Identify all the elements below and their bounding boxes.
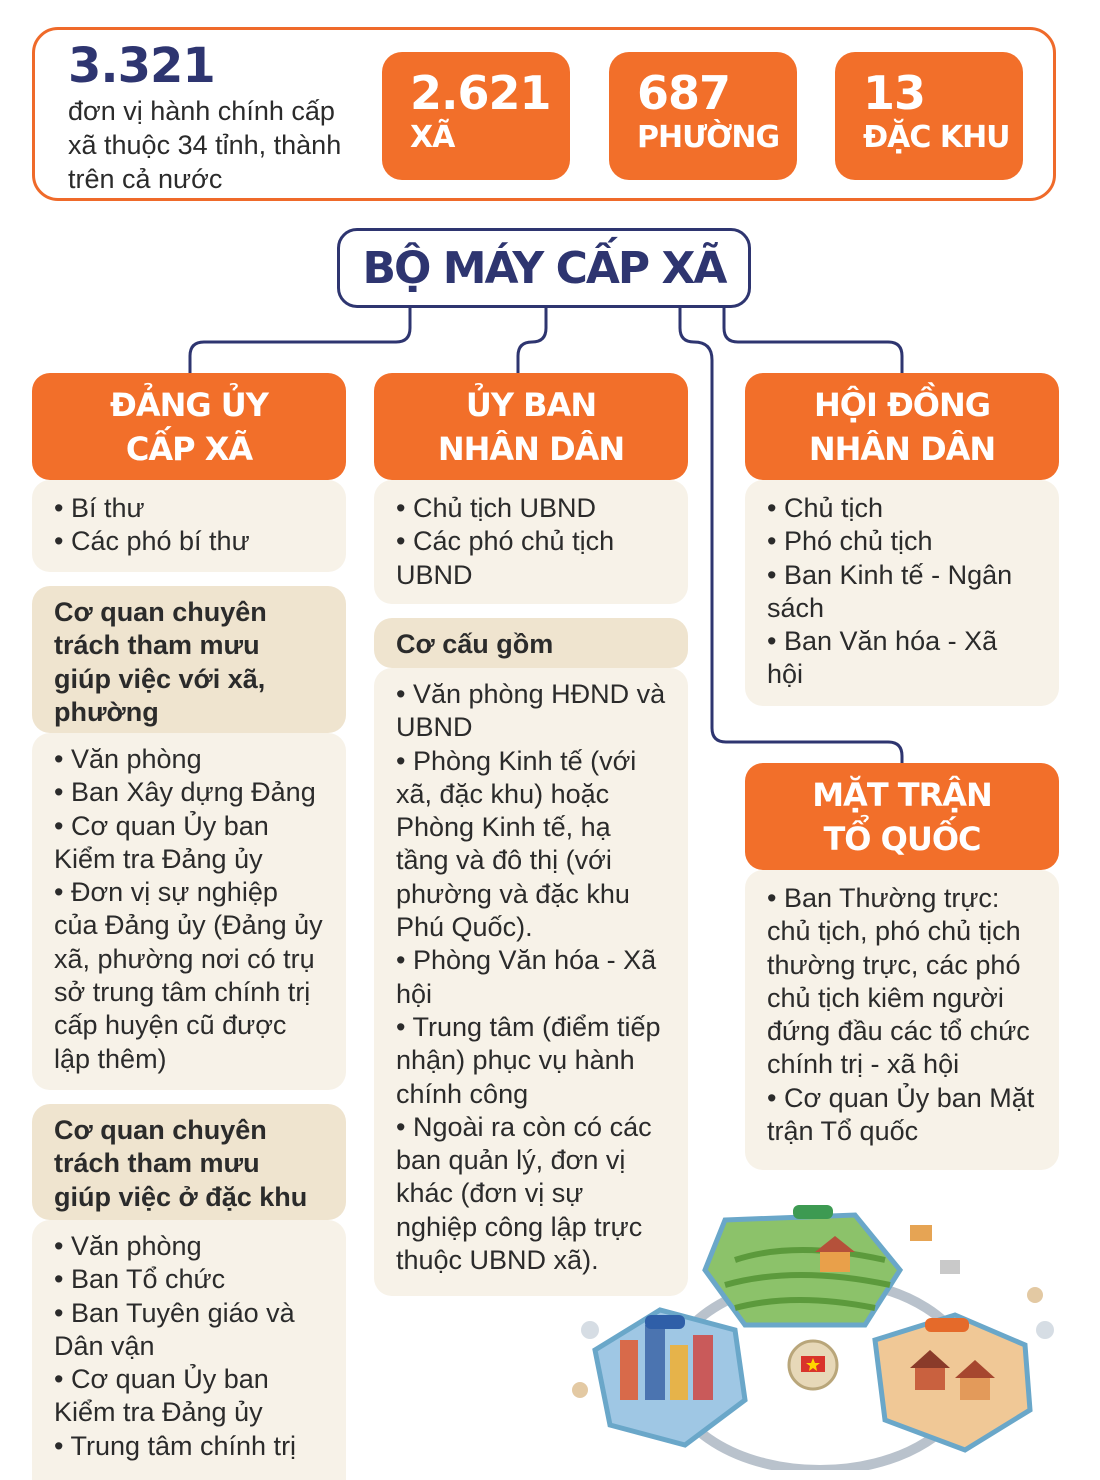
peoples-committee-header (374, 373, 688, 480)
list-item: • Ban Văn hóa - Xã hội (767, 625, 1037, 692)
committee-leaders-panel (374, 480, 688, 604)
list-item: • Ban Tổ chức (54, 1263, 324, 1296)
party-leaders-panel (32, 480, 346, 572)
org-chart-title: BỘ MÁY CẤP XÃ (337, 228, 751, 308)
committee-title-line2: NHÂN DÂN (437, 429, 625, 468)
list-item: • Phó chủ tịch (767, 525, 1037, 558)
stat-ward-number: 687 (637, 66, 731, 120)
committee-structure-heading: Cơ cấu gồm (374, 618, 688, 668)
town-illustration (565, 1200, 1065, 1470)
list-item: • Chủ tịch (767, 492, 1037, 525)
list-item: • Đơn vị sự nghiệp của Đảng ủy (Đảng ủy xã, phường nơi có trụ sở trung tâm chính trị cấp huyện cũ được lập thêm) (54, 876, 324, 1076)
party-title-line2: CẤP XÃ (125, 429, 253, 468)
list-item: • Trung tâm (điểm tiếp nhận) phục vụ hành chính công (396, 1011, 666, 1111)
list-item: • Cơ quan Ủy ban Kiểm tra Đảng ủy (54, 810, 324, 877)
party-section1-panel (32, 733, 346, 1090)
list-item: • Ngoài ra còn có các ban quản lý, đơn vị khác (đơn vị sự nghiệp công lập trực thuộc UBND xã). (396, 1111, 666, 1277)
list-item: • Bí thư (54, 492, 324, 525)
party-title-line1: ĐẢNG ỦY (110, 385, 268, 424)
total-units-description: đơn vị hành chính cấp xã thuộc 34 tỉnh, thành trên cả nước (68, 96, 342, 194)
list-item: • Phòng Kinh tế (với xã, đặc khu) hoặc Phòng Kinh tế, hạ tầng và đô thị (với phường và đặc khu Phú Quốc). (396, 745, 666, 945)
list-item: • Cơ quan Ủy ban Kiểm tra Đảng ủy (54, 1363, 324, 1430)
party-section2-panel (32, 1220, 346, 1480)
party-section1-heading: Cơ quan chuyên trách tham mưu giúp việc với xã, phường (32, 586, 346, 733)
council-members-panel (745, 480, 1059, 706)
front-title-line1: MẶT TRẬN (812, 775, 992, 814)
stat-special-zone-number: 13 (863, 66, 926, 120)
council-title-line1: HỘI ĐỒNG (813, 385, 991, 424)
list-item: • Ban Xây dựng Đảng (54, 776, 324, 809)
list-item: • Văn phòng (54, 1230, 324, 1263)
fatherland-front-header (745, 763, 1059, 870)
list-item: • Các phó chủ tịch UBND (396, 525, 666, 592)
front-members-panel (745, 870, 1059, 1170)
list-item: • Ban Thường trực: chủ tịch, phó chủ tịch thường trực, các phó chủ tịch kiêm người đứng đầu các tổ chức chính trị - xã hội (767, 882, 1037, 1082)
connector-party (190, 308, 410, 376)
party-section2-heading: Cơ quan chuyên trách tham mưu giúp việc ở đặc khu (32, 1104, 346, 1220)
council-title-line2: NHÂN DÂN (808, 429, 996, 468)
list-item: • Văn phòng HĐND và UBND (396, 678, 666, 745)
front-title-line2: TỔ QUỐC (823, 819, 981, 858)
list-item: • Văn phòng (54, 743, 324, 776)
list-item: • Chủ tịch UBND (396, 492, 666, 525)
stat-commune-number: 2.621 (410, 66, 551, 120)
stat-ward-label: PHƯỜNG (637, 120, 780, 155)
list-item: • Các phó bí thư (54, 525, 324, 558)
stat-commune-label: XÃ (410, 120, 455, 155)
total-units-number: 3.321 (68, 38, 215, 94)
list-item: • Ban Kinh tế - Ngân sách (767, 559, 1037, 626)
connector-committee (518, 308, 546, 376)
party-committee-header (32, 373, 346, 480)
list-item: • Ban Tuyên giáo và Dân vận (54, 1297, 324, 1364)
peoples-council-header (745, 373, 1059, 480)
list-item: • Phòng Văn hóa - Xã hội (396, 944, 666, 1011)
stat-special-zone-label: ĐẶC KHU (863, 120, 1010, 155)
committee-title-line1: ỦY BAN (465, 385, 597, 424)
list-item: • Trung tâm chính trị (54, 1430, 324, 1463)
connector-council (724, 308, 902, 376)
list-item: • Cơ quan Ủy ban Mặt trận Tổ quốc (767, 1082, 1037, 1149)
